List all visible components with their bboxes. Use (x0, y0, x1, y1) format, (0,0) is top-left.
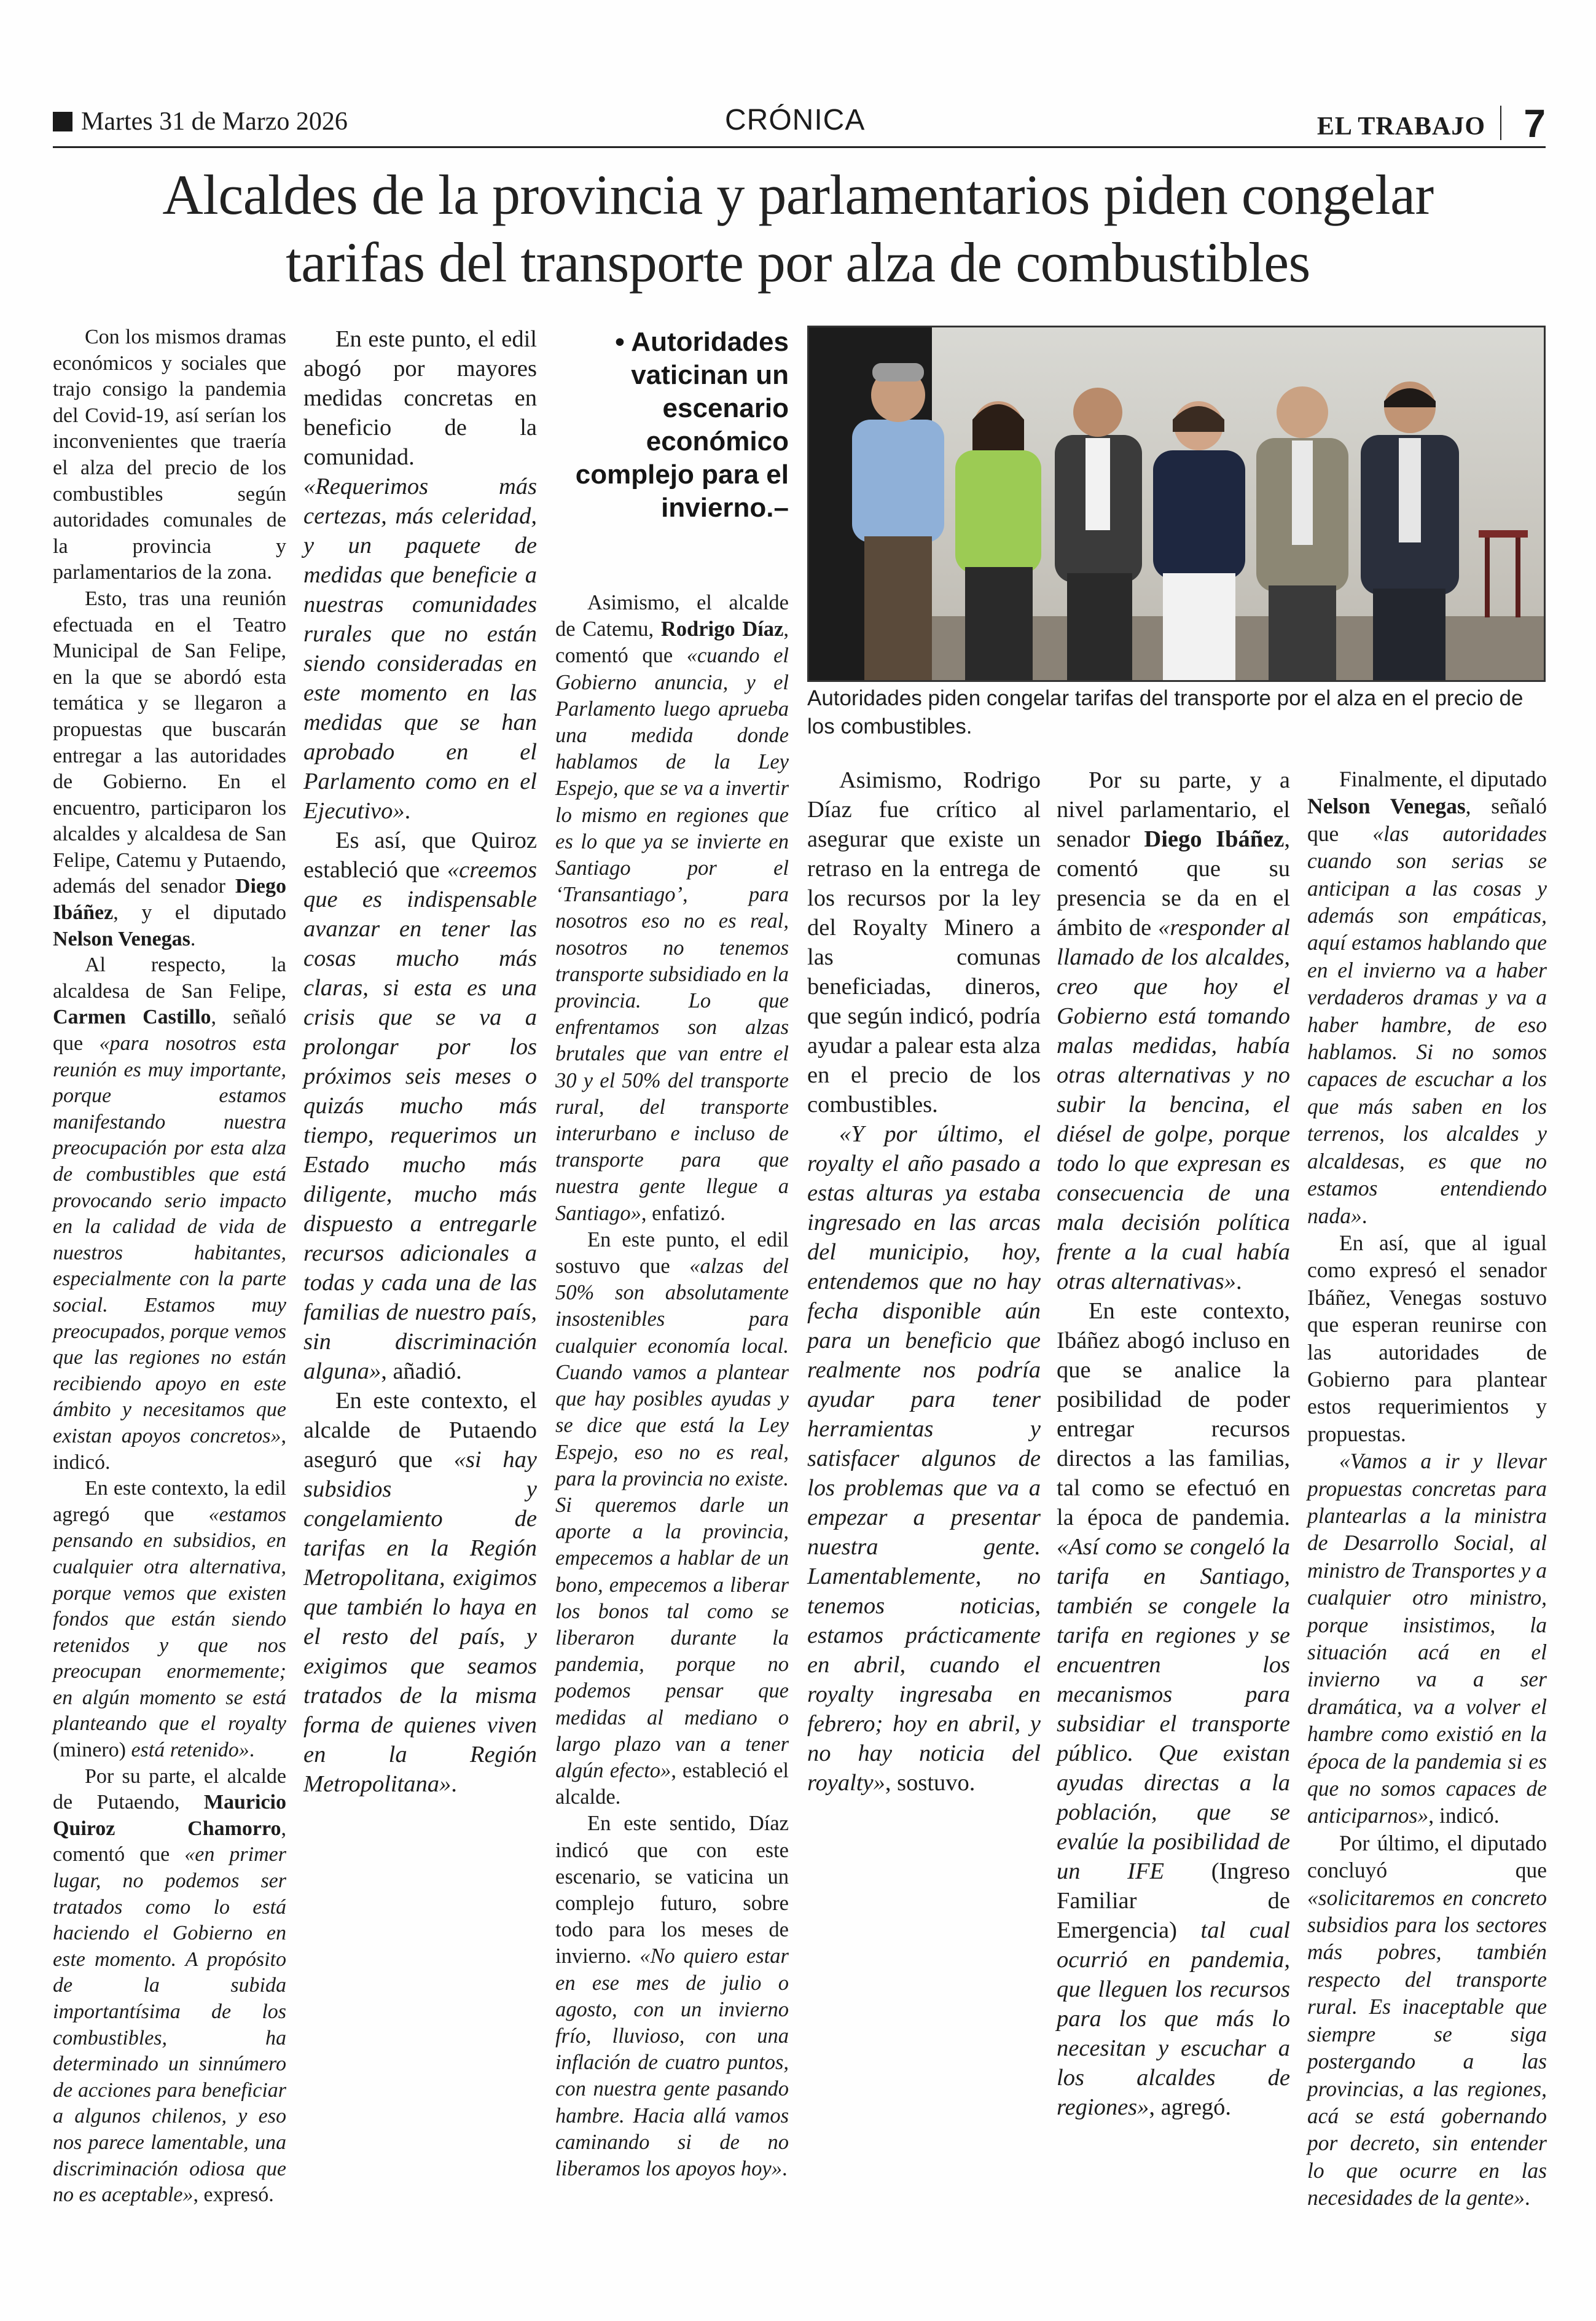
paragraph: En así, que al igual como expresó el senador Ibáñez, Venegas sostuvo que esperan reunirse con las autoridades de Gobierno para plantear estos requerimientos y propuestas. (1307, 1230, 1547, 1446)
paragraph: En este punto, el edil sostuvo que «alzas del 50% son absolutamente insostenibles para cualquier economía local. Cuando vamos a plantear que hay posibles ayudas y se dice que está la Ley Espejo, eso no es real, para la provincia no existe. Si queremos darle un aporte a la provincia, empecemos a hablar de un bono, empecemos a liberar los bonos tal como se liberaron durante la pandemia, porque no podemos pensar que medidas al mediano o largo plazo van a tener algún efecto», estableció el alcalde. (555, 1227, 789, 1809)
quote: «Y por último, el royalty el año pasado a estas alturas ya estaba ingresado en las arcas del municipio, hoy, entendemos que no hay fecha disponible aún para un beneficio que realmente nos podría ayudar para tener herramientas y satisfacer algunos de los problemas que va a empezar a presentar nuestra gente. Lamentablemente, no tenemos noticias, estamos prácticamente en abril, cuando el royalty ingresaba en febrero; hoy en abril, y no hay noticia del royalty» (807, 1121, 1041, 1796)
quote: «si hay subsidios y congelamiento de tarifas en la Región Metropolitana, exigimos que también lo haya en el resto del país, y exigimos que seamos tratados de la misma forma de quienes viven en la Región Metropolitana» (303, 1447, 537, 1797)
mayor-name: Mauricio Quiroz Chamorro (53, 1791, 286, 1840)
masthead-date-block (53, 107, 348, 136)
paragraph: Por último, el diputado concluyó que «solicitaremos en concreto subsidios para los sectores más pobres, también respecto del transporte rural. Es inaceptable que siempre se siga postergando a las provincias, a las regiones, acá se está gobernando por decreto, sin entender lo que ocurre en las necesidades de la gente». (1307, 1830, 1547, 2210)
masthead (53, 103, 1546, 148)
quote: «No quiero estar en ese mes de julio o agosto, con un invierno frío, lluvioso, con una inflación de cuatro puntos, con nuestra gente pasando hambre. Hacia allá vamos caminando si de no liberamos los apoyos hoy» (555, 1944, 789, 2180)
square-bullet-icon (53, 112, 72, 131)
paragraph: Asimismo, el alcalde de Catemu, Rodrigo Díaz, comentó que «cuando el Gobierno anuncia, y el Parlamento luego aprueba una medida donde hablamos de la Ley Espejo, que se va a invertir lo mismo en regiones que es lo que ya se invierte en Santiago por el ‘Transantiago’, para nosotros eso no es real, nosotros no tenemos transporte subsidiado en la provincia. Lo que enfrentamos son alzas brutales que van entre el 30 y el 50% del transporte rural, del transporte interurbano e incluso de transporte para que nuestra gente llegue a Santiago», enfatizó. (555, 591, 789, 1225)
paragraph: En este contexto, Ibáñez abogó incluso en que se analice la posibilidad de poder entregar recursos directos a las familias, tal como se efectuó en la época de pandemia. «Así como se congeló la tarifa en Santiago, también se congele la tarifa en regiones y se encuentren los mecanismos para subsidiar el transporte público. Que existan ayudas directas a la población, que se evalúe la posibilidad de un IFE (Ingreso Familiar de Emergencia) tal cual ocurrió en pandemia, que lleguen los recursos para los que más lo necesitan y escuchar a los alcaldes de regiones», agregó. (1057, 1298, 1290, 2120)
article-column-5 (1057, 765, 1290, 2215)
article-column-3 (555, 590, 789, 2212)
group-photo-illustration (809, 327, 1544, 680)
paragraph: Asimismo, Rodrigo Díaz fue crítico al asegurar que existe un retraso en la entrega de los recursos por la ley del Royalty Minero a las comunas beneficiadas, dineros, que según indicó, podría ayudar a palear esta alza en el precio de los combustibles. (807, 767, 1041, 1117)
mayor-name: Rodrigo Díaz (660, 617, 784, 641)
paragraph: Con los mismos dramas económicos y sociales que trajo consigo la pandemia del Covid-19, así serían los inconvenientes que traería el alza del precio de los combustibles según autoridades comunales de la provincia y parlamentarios de la zona. (53, 326, 286, 584)
headline-line-2: tarifas del transporte por alza de combustibles (286, 231, 1310, 294)
quote: «Vamos a ir y llevar propuestas concretas para plantearlas a la ministra de Desarrollo Social, al ministro de Transportes y a cualquier otro ministro, porque insistimos, la situación acá en el invierno va a ser dramática, va a volver el hambre como existió en la época de la pandemia si es que no somos capaces de anticiparnos» (1307, 1449, 1547, 1828)
quote: está retenido» (125, 1739, 249, 1762)
page-number: 7 (1524, 101, 1546, 146)
quote: «creemos que es indispensable avanzar en tener las cosas mucho más claras, si esta es una crisis que se va a prolongar por los próximos seis meses o quizás mucho más tiempo, requerimos un Estado mucho más diligente, mucho más dispuesto a entregarle recursos adicionales a todas y cada una de las familias de nuestro país, sin discriminación alguna» (303, 857, 537, 1384)
senator-name: Diego Ibáñez (1144, 826, 1285, 852)
article-column-4 (807, 765, 1041, 2215)
mayor-name: Carmen Castillo (53, 1006, 211, 1029)
paragraph: En este contexto, el alcalde de Putaendo aseguró que «si hay subsidios y congelamiento de tarifas en la Región Metropolitana, exigimos que también lo haya en el resto del país, y exigimos que seamos tratados de la misma forma de quienes viven en la Región Metropolitana». (303, 1388, 537, 1797)
issue-date: Martes 31 de Marzo 2026 (81, 108, 348, 136)
quote: «Así como se congeló la tarifa en Santiago, también se congele la tarifa en regiones y se encuentren los mecanismos para subsidiar el transporte público. Que existan ayudas directas a la población, que se evalúe la posibilidad de un IFE (1057, 1534, 1290, 1884)
quote: tal cual ocurrió en pandemia, que lleguen los recursos para los que más lo necesitan y escuchar a los alcaldes de regiones» (1057, 1917, 1290, 2120)
section-name: CRÓNICA (725, 104, 866, 136)
paragraph: Finalmente, el diputado Nelson Venegas, señaló que «las autoridades cuando son serias se anticipan a las cosas y además son empáticas, aquí estamos hablando que en el invierno va a haber verdaderos dramas y va a haber hambre, de eso hablamos. Si no somos capaces de escuchar a los que más saben en los terrenos, los alcaldes y alcaldesas, es que no estamos entendiendo nada». (1307, 767, 1547, 1228)
headline-line-1: Alcaldes de la provincia y parlamentarios piden congelar (162, 163, 1434, 226)
quote: «en primer lugar, no podemos ser tratados como lo está haciendo el Gobierno en este momento. A propósito de la subida importantísima de los combustibles, ha determinado un sinnúmero de acciones para beneficiar a algunos chilenos, y eso nos parece lamentable, una discriminación odiosa que no es aceptable» (53, 1843, 286, 2207)
deputy-name: Nelson Venegas (53, 927, 190, 950)
paragraph: «Y por último, el royalty el año pasado a estas alturas ya estaba ingresado en las arcas del municipio, hoy, entendemos que no hay fecha disponible aún para un beneficio que realmente nos podría ayudar para tener herramientas y satisfacer algunos de los problemas que va a empezar a presentar nuestra gente. Lamentablemente, no tenemos noticias, estamos prácticamente en abril, cuando el royalty ingresaba en febrero; hoy en abril, y no hay noticia del royalty», sostuvo. (807, 1121, 1041, 1796)
article-photo (807, 326, 1546, 682)
masthead-divider (1500, 106, 1501, 140)
paragraph: En este sentido, Díaz indicó que con este escenario, se vaticina un complejo futuro, sobre todo para los meses de invierno. «No quiero estar en ese mes de julio o agosto, con un invierno frío, lluvioso, con una inflación de cuatro puntos, con nuestra gente pasando hambre. Hacia allá vamos caminando si de no liberamos los apoyos hoy». (555, 1812, 789, 2180)
article-column-6 (1307, 765, 1547, 2215)
paragraph: En este punto, el edil abogó por mayores medidas concretas en beneficio de la comunidad. «Requerimos más certezas, más celeridad, y un paquete de medidas que beneficie a nuestras comunidades rurales que no están siendo consideradas en este momento en las medidas que se han aprobado en el Parlamento como en el Ejecutivo». (303, 326, 537, 824)
newspaper-brand: EL TRABAJO (1316, 112, 1485, 141)
quote: «solicitaremos en concreto subsidios para los sectores más pobres, también respecto del transporte rural. Es inaceptable que siempre se siga postergando a las provincias, a las regiones, acá se está gobernando por decreto, sin entender lo que ocurre en las necesidades de la gente» (1307, 1885, 1547, 2210)
deputy-name: Nelson Venegas (1307, 794, 1466, 819)
paragraph: Por su parte, el alcalde de Putaendo, Mauricio Quiroz Chamorro, comentó que «en primer lugar, no podemos ser tratados como lo está haciendo el Gobierno en este momento. A propósito de la subida importantísima de los combustibles, ha determinado un sinnúmero de acciones para beneficiar a algunos chilenos, y eso nos parece lamentable, una discriminación odiosa que no es aceptable», expresó. (53, 1764, 286, 2207)
paragraph: Esto, tras una reunión efectuada en el Teatro Municipal de San Felipe, en la que se abordó esta temática y se llegaron a propuestas que buscarán entregar a las autoridades de Gobierno. En el encuentro, participaron los alcaldes y alcaldesa de San Felipe, Catemu y Putaendo, además del senador Diego Ibáñez, y el diputado Nelson Venegas. (53, 587, 286, 950)
quote: «cuando el Gobierno anuncia, y el Parlamento luego aprueba una medida donde hablamos de la Ley Espejo, que se va a invertir lo mismo en regiones que es lo que ya se invierte en Santiago por el ‘Transantiago’, para nosotros eso no es real, nosotros no tenemos transporte subsidiado en la provincia. Lo que enfrentamos son alzas brutales que van entre el 30 y el 50% del transporte rural, del transporte interurbano e incluso de transporte para que nuestra gente llegue a Santiago» (555, 644, 789, 1225)
paragraph: «Vamos a ir y llevar propuestas concretas para plantearlas a la ministra de Desarrollo Social, al ministro de Transportes y a cualquier otro ministro, porque insistimos, la situación acá en el invierno va a ser dramática, va a volver el hambre como existió en la época de la pandemia si es que no somos capaces de anticiparnos», indicó. (1307, 1449, 1547, 1828)
senator-name: Diego Ibáñez (53, 875, 286, 925)
quote: «Requerimos más certezas, más celeridad, y un paquete de medidas que beneficie a nuestras comunidades rurales que no están siendo consideradas en este momento en las medidas que se han aprobado en el Parlamento como en el Ejecutivo» (303, 474, 537, 824)
paragraph: Por su parte, y a nivel parlamentario, el senador Diego Ibáñez, comentó que su presencia se da en el ámbito de «responder al llamado de los alcaldes, creo que hoy el Gobierno está tomando malas medidas, había otras alternativas y no subir la bencina, el diésel de golpe, porque todo lo que expresan es consecuencia de una mala decisión política frente a la cual había otras alternativas». (1057, 767, 1290, 1294)
quote: «para nosotros esta reunión es muy importante, porque estamos manifestando nuestra preocupación por esta alza de combustibles que está provocando serio impacto en la calidad de vida de nuestros habitantes, especialmente con la parte social. Estamos muy preocupados, porque vemos que las regiones no están recibiendo apoyo en este ámbito y necesitamos que existan apoyos concretos» (53, 1032, 286, 1447)
quote: «alzas del 50% son absolutamente insostenibles para cualquier economía local. Cuando vamos a plantear que hay posibles ayudas y se dice que está la Ley Espejo, eso no es real, para la provincia no existe. Si queremos darle un aporte a la provincia, empecemos a hablar de un bono, empecemos a liberar los bonos tal como se liberaron durante la pandemia, porque no podemos pensar que medidas al mediano o largo plazo van a tener algún efecto» (555, 1254, 789, 1782)
paragraph: En este contexto, la edil agregó que «estamos pensando en subsidios, en cualquier otra alternativa, porque vemos que existen fondos que están siendo retenidos y que nos preocupan enormemente; en algún momento se está planteando que el royalty (minero) está retenido». (53, 1477, 286, 1762)
pull-quote-callout: • Autoridades vaticinan un escenario económico complejo para el invierno.– (575, 327, 789, 523)
paragraph: Al respecto, la alcaldesa de San Felipe, Carmen Castillo, señaló que «para nosotros esta reunión es muy importante, porque estamos manifestando nuestra preocupación por esta alza de combustibles que está provocando serio impacto en la calidad de vida de nuestros habitantes, especialmente con la parte social. Estamos muy preocupados, porque vemos que las regiones no están recibiendo apoyo en este ámbito y necesitamos que existan apoyos concretos», indicó. (53, 953, 286, 1474)
quote: «estamos pensando en subsidios, en cualquier otra alternativa, porque vemos que existen fondos que están siendo retenidos y que nos preocupan enormemente; en algún momento se está planteando que el royalty (53, 1503, 286, 1736)
article-headline (37, 161, 1559, 296)
photo-caption: Autoridades piden congelar tarifas del transporte por el alza en el precio de los combustibles. (807, 686, 1524, 738)
article-column-1 (53, 324, 286, 2217)
quote: «responder al llamado de los alcaldes, creo que hoy el Gobierno está tomando malas medidas, había otras alternativas y no subir la bencina, el diésel de golpe, porque todo lo que expresan es consecuencia de una mala decisión política frente a la cual había otras alternativas» (1057, 915, 1290, 1294)
article-column-2 (303, 324, 537, 2217)
paragraph: Es así, que Quiroz estableció que «creemos que es indispensable avanzar en tener las cosas mucho más claras, si esta es una crisis que se va a prolongar por los próximos seis meses o quizás mucho más tiempo, requerimos un Estado mucho más diligente, mucho más dispuesto a entregarle recursos adicionales a todas y cada una de las familias de nuestro país, sin discriminación alguna», añadió. (303, 828, 537, 1384)
quote: «las autoridades cuando son serias se anticipan a las cosas y además son empáticas, aquí estamos hablando que en el invierno va a haber verdaderos dramas y va a haber hambre, de eso hablamos. Si no somos capaces de escuchar a los que más saben en los terrenos, los alcaldes y alcaldesas, es que no estamos entendiendo nada» (1307, 821, 1547, 1228)
